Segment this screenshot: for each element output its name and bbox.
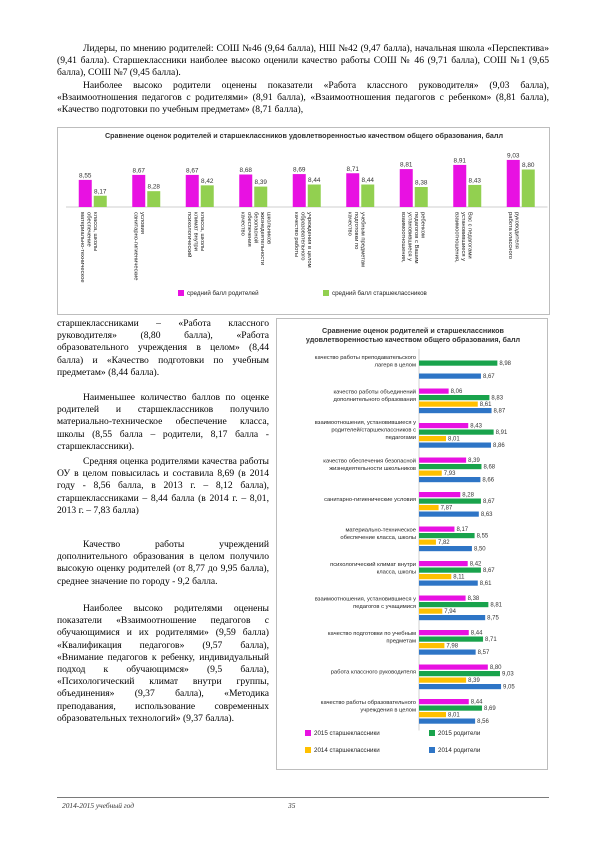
chart2-category-label: учреждения в целом xyxy=(360,707,416,714)
paragraph-lowest: Наименьшее количество баллов по оценке родителей и старшеклассников получило материально-техническое обеспечение класса, школы (8,55 балла – родители, 8,17 балла - старшеклассники). xyxy=(57,392,269,452)
chart1-bar xyxy=(522,170,535,208)
chart2-category-label: предметам xyxy=(386,638,416,645)
chart2-value-label: 8,39 xyxy=(468,458,480,465)
chart2-legend-label: 2015 родители xyxy=(438,730,481,737)
chart2-category-label: качество обеспечения безопасной xyxy=(323,458,416,465)
chart1-category-line: взаимоотношения, xyxy=(399,212,406,263)
chart1-value-label: 8,39 xyxy=(254,179,267,187)
chart2-value-label: 8,01 xyxy=(448,712,460,719)
chart-comparison-horizontal xyxy=(276,318,548,770)
footer-rule xyxy=(57,797,549,798)
chart2-bar xyxy=(419,477,480,482)
chart1-value-label: 8,17 xyxy=(94,188,107,196)
chart2-bar xyxy=(419,430,494,435)
chart2-legend-swatch xyxy=(429,730,435,736)
chart2-bar xyxy=(419,719,475,724)
chart2-value-label: 8,39 xyxy=(468,678,480,685)
paragraph-average: Средняя оценка родителями качества работы ОУ в целом повысилась и составила 8,69 (в 2014 году - 8,56 балла, в 2013 г. – 8,12 балла), старшеклассниками – 8,44 балла (в 2014 г. – 8,01, 2013 г. – 7,83 балла) xyxy=(57,456,269,516)
chart2-value-label: 8,06 xyxy=(450,389,463,396)
chart1-value-label: 8,28 xyxy=(147,183,160,191)
chart2-category-label: взаимоотношения, установившиеся у xyxy=(314,596,416,603)
chart2-category-label: педагогами xyxy=(385,435,416,442)
chart1-category-label xyxy=(507,212,520,259)
chart1-category-line: класса, школы xyxy=(198,212,205,252)
chart2-category-label: материально-техническое xyxy=(345,527,416,534)
chart1-value-label: 8,44 xyxy=(308,177,321,184)
chart2-category-label: обеспечение класса, школы xyxy=(340,535,416,542)
footer-year: 2014-2015 учебный год xyxy=(62,801,135,810)
chart2-value-label: 8,66 xyxy=(482,477,495,484)
chart2-value-label: 7,87 xyxy=(440,505,453,512)
chart1-category-label xyxy=(79,212,98,283)
chart2-bar xyxy=(419,615,485,620)
chart1-category-label xyxy=(239,212,271,265)
chart1-value-label: 8,81 xyxy=(400,161,413,169)
chart2-bar xyxy=(419,609,442,614)
chart1-bar xyxy=(468,185,481,207)
chart2-bar xyxy=(419,395,489,400)
chart2-value-label: 7,82 xyxy=(437,540,450,547)
chart1-bar xyxy=(94,196,107,207)
chart2-value-label: 8,42 xyxy=(469,561,482,568)
chart2-bar xyxy=(419,602,488,607)
chart2-bar xyxy=(419,699,469,704)
chart1-legend-swatch xyxy=(178,290,184,296)
chart1-category-label xyxy=(132,212,145,280)
chart1-bar xyxy=(507,160,520,207)
chart2-value-label: 8,43 xyxy=(470,423,482,430)
chart1-category-line: подготовки по xyxy=(352,212,359,250)
chart2-value-label: 8,63 xyxy=(480,512,493,519)
chart1-value-label: 8,67 xyxy=(186,167,199,175)
chart2-legend-label: 2014 родители xyxy=(438,747,481,754)
chart2-category-label: санитарно-гигиенические условия xyxy=(324,497,416,503)
chart2-value-label: 8,67 xyxy=(482,568,495,575)
chart2-bar xyxy=(419,568,481,573)
chart2-category-label: психологический климат внутри xyxy=(330,562,416,568)
chart2-bar xyxy=(419,574,451,579)
chart2-bar xyxy=(419,581,478,586)
chart2-legend-label: 2014 старшеклассники xyxy=(314,747,380,754)
chart2-bar xyxy=(419,706,482,711)
chart2-plot xyxy=(277,341,547,769)
chart2-title: Сравнение оценок родителей и старшеклассников удовлетворенностью качеством общего образования, балл xyxy=(305,326,521,344)
chart2-bar xyxy=(419,505,439,510)
chart1-category-line: психологический xyxy=(185,212,192,258)
chart2-legend-swatch xyxy=(429,747,435,753)
chart2-value-label: 8,67 xyxy=(482,374,495,381)
chart1-category-line: обеспечения xyxy=(245,212,252,247)
chart1-category-label xyxy=(186,212,205,257)
chart2-legend-label: 2015 старшеклассники xyxy=(314,730,380,737)
chart1-category-line: руководителя xyxy=(513,212,520,249)
chart2-bar xyxy=(419,630,469,635)
chart2-bar xyxy=(419,561,468,566)
chart2-bar xyxy=(419,527,454,532)
chart2-value-label: 7,94 xyxy=(444,609,456,616)
paragraph-parents-additional: Наиболее высоко родителями оценены показатели «Взаимоотношение педагогов с обучающимися и их родителями» (9,59 балла) «Квалификация педагогов» (9,57 балла), «Внимание педагогов к ребенку, индивидуальный подход к обучающимся» (9,5 балла), «Психологический климат внутри группы, объединения» (9,37 балла), «Методика преподавания, использование современных образовательных технологий» (9,37 балла). xyxy=(57,603,269,724)
chart1-category-line: качество xyxy=(239,212,246,236)
chart2-value-label: 8,55 xyxy=(476,533,489,540)
chart2-bar xyxy=(419,471,442,476)
chart2-bar xyxy=(419,436,446,441)
chart1-title: Сравнение оценок родителей и старшеклассников удовлетворенностью качеством общего образования, балл xyxy=(104,131,504,140)
chart2-legend-swatch xyxy=(305,747,311,753)
chart2-bar xyxy=(419,596,466,601)
chart2-value-label: 7,93 xyxy=(443,471,456,478)
chart1-category-line: ребенком xyxy=(419,212,426,238)
chart2-bar xyxy=(419,684,501,689)
chart1-category-line: установившиеся у xyxy=(459,212,466,262)
chart1-category-line: качество xyxy=(346,212,353,236)
chart1-legend-label: средний балл старшеклассников xyxy=(332,290,427,297)
chart1-legend-label: средний балл родителей xyxy=(187,290,259,297)
chart1-category-line: условия xyxy=(138,212,145,234)
chart2-value-label: 8,11 xyxy=(453,574,465,581)
chart2-value-label: 8,91 xyxy=(495,430,508,437)
chart1-value-label: 9,03 xyxy=(507,152,520,160)
chart2-value-label: 8,69 xyxy=(484,706,496,713)
chart1-value-label: 8,43 xyxy=(468,177,481,185)
chart1-bar xyxy=(400,169,413,207)
chart2-value-label: 8,71 xyxy=(485,637,497,644)
paragraph-leaders: Лидеры, по мнению родителей: СОШ №46 (9,64 балла), НШ №42 (9,47 балла), начальная школа «Перспектива» (9,41 балла). Старшеклассники наиболее высоко оценили качество работы СОШ № 46 (9,71 балла), СОШ №1 (9,65 балла), СОШ №7 (9,45 балла). xyxy=(57,43,549,79)
chart1-bar xyxy=(79,180,92,207)
chart1-bar xyxy=(132,175,145,207)
paragraph-parents-high: Наиболее высоко родители оценены показатели «Работа классного руководителя» (9,03 балла), «Взаимоотношения педагогов с родителями» (8,91 балла), «Взаимоотношения педагогов с ребенком» (8,81 балла), «Качество подготовки по учебным предметам» (8,71 балла), xyxy=(57,80,549,116)
chart1-value-label: 8,55 xyxy=(79,172,92,180)
chart1-bar xyxy=(415,187,428,207)
chart2-category-label: качество работы объединений xyxy=(333,389,416,396)
chart2-bar xyxy=(419,540,436,545)
chart2-bar xyxy=(419,423,468,428)
chart2-category-label: педагогов с учащимися xyxy=(353,604,416,611)
chart2-category-label: жизнедеятельности школьников xyxy=(329,466,416,473)
chart2-bar xyxy=(419,464,481,469)
chart1-category-line: качество работы xyxy=(292,212,299,258)
chart1-bar xyxy=(201,185,214,207)
chart2-value-label: 8,50 xyxy=(473,546,486,553)
chart-comparison-vertical xyxy=(57,127,550,315)
chart2-value-label: 8,44 xyxy=(470,699,483,706)
chart2-bar xyxy=(419,665,488,670)
chart1-category-line: санитарно-гигиенические xyxy=(132,212,139,281)
chart1-category-line: учреждения в целом xyxy=(305,212,312,268)
chart1-category-line: образовательного xyxy=(299,212,306,261)
chart2-bar xyxy=(419,533,475,538)
chart2-value-label: 9,03 xyxy=(502,671,514,678)
chart2-bar xyxy=(419,458,466,463)
chart2-value-label: 8,17 xyxy=(456,527,469,534)
chart2-value-label: 8,61 xyxy=(479,581,492,588)
chart1-bar xyxy=(308,185,321,208)
chart2-bar xyxy=(419,499,481,504)
chart2-category-label: качество работы образовательного xyxy=(320,700,416,706)
chart1-category-line: безопасной xyxy=(252,212,259,244)
chart1-category-line: обеспечение xyxy=(85,212,92,247)
chart1-category-line: материально-техническое xyxy=(78,212,85,283)
chart2-value-label: 8,87 xyxy=(493,408,506,415)
chart2-bar xyxy=(419,650,476,655)
chart2-category-label: качество работы преподавательского xyxy=(314,355,416,361)
chart2-bar xyxy=(419,643,444,648)
paragraph-students-high: старшеклассниками – «Работа классного руководителя» (8,80 балла), «Работа образовательного учреждения в целом» (8,44 балла) и «Качество подготовки по учебным предметам» (8,44 балла). xyxy=(57,318,269,378)
page-number: 35 xyxy=(288,801,296,810)
chart1-bar xyxy=(293,174,306,207)
chart1-value-label: 8,71 xyxy=(346,165,359,173)
chart1-category-label xyxy=(453,212,472,263)
chart2-value-label: 8,38 xyxy=(467,596,480,603)
chart2-value-label: 8,61 xyxy=(479,402,492,409)
chart2-value-label: 8,01 xyxy=(448,436,460,443)
chart2-bar xyxy=(419,408,492,413)
chart2-bar xyxy=(419,546,472,551)
chart1-category-label xyxy=(293,212,312,268)
chart2-legend-swatch xyxy=(305,730,311,736)
chart1-category-line: взаимоотношения, xyxy=(453,212,460,263)
chart1-category-line: жизнедеятельности xyxy=(259,212,266,266)
chart2-value-label: 8,67 xyxy=(482,499,495,506)
chart1-bar xyxy=(361,185,374,208)
chart2-value-label: 8,68 xyxy=(483,464,496,471)
chart2-bar xyxy=(419,374,481,379)
chart2-bar xyxy=(419,402,478,407)
chart2-bar xyxy=(419,678,466,683)
chart2-bar xyxy=(419,671,500,676)
chart1-category-label xyxy=(346,212,365,267)
chart2-category-label: качество подготовки по учебным xyxy=(327,631,416,637)
chart2-value-label: 7,98 xyxy=(446,643,459,650)
chart2-category-label: взаимоотношения, установившиеся у xyxy=(314,420,416,426)
chart1-value-label: 8,80 xyxy=(522,162,535,169)
chart1-category-line: школьников xyxy=(265,212,272,245)
chart2-bar xyxy=(419,361,497,366)
chart1-category-line: Вас с педагогами xyxy=(466,212,473,259)
chart2-value-label: 8,75 xyxy=(487,615,499,622)
chart1-value-label: 8,42 xyxy=(201,177,214,185)
chart2-bar xyxy=(419,637,483,642)
chart2-bar xyxy=(419,712,446,717)
chart2-value-label: 8,80 xyxy=(489,665,502,672)
chart1-category-line: педагогов с Вашим xyxy=(412,212,419,264)
chart2-value-label: 8,83 xyxy=(491,395,504,402)
chart2-category-label: дополнительного образования xyxy=(333,397,416,404)
chart2-value-label: 9,05 xyxy=(503,684,515,691)
chart1-bar xyxy=(186,175,199,207)
chart1-bar xyxy=(239,175,252,208)
chart1-category-line: климат внутри xyxy=(192,212,199,251)
chart2-category-label: работа классного руководителя xyxy=(330,669,416,676)
chart1-value-label: 8,69 xyxy=(293,166,306,174)
chart1-bar xyxy=(147,191,160,207)
chart2-value-label: 8,44 xyxy=(470,630,483,637)
chart1-value-label: 8,44 xyxy=(361,177,374,184)
chart2-value-label: 8,57 xyxy=(477,650,490,657)
chart2-bar xyxy=(419,389,449,394)
chart1-plot xyxy=(58,143,549,313)
chart1-value-label: 8,68 xyxy=(239,167,252,174)
chart1-category-line: учебным предметам xyxy=(359,212,366,268)
chart1-legend-swatch xyxy=(323,290,329,296)
chart1-category-line: работа классного xyxy=(506,212,513,259)
paragraph-additional-education: Качество работы учреждений дополнительного образования в целом получило высокую оценку родителей (от 8,77 до 9,95 балла), среднее значение по городу - 9,2 балла. xyxy=(57,539,269,587)
chart2-category-label: лагеря в целом xyxy=(374,362,416,369)
chart2-category-label: класса, школы xyxy=(376,569,416,576)
chart1-value-label: 8,38 xyxy=(415,179,428,187)
chart2-bar xyxy=(419,443,491,448)
chart2-category-label: родителей/старшеклассников с xyxy=(331,427,416,434)
chart2-bar xyxy=(419,492,460,497)
chart1-bar xyxy=(346,173,359,207)
chart1-bar xyxy=(254,187,267,207)
chart1-bar xyxy=(453,165,466,207)
chart2-bar xyxy=(419,512,479,517)
chart1-category-line: установившиеся у xyxy=(406,212,413,262)
chart2-value-label: 8,81 xyxy=(490,602,503,609)
chart2-value-label: 8,28 xyxy=(462,492,474,499)
chart1-category-label xyxy=(400,212,426,263)
chart2-value-label: 8,86 xyxy=(493,443,505,450)
chart1-value-label: 8,91 xyxy=(453,157,466,165)
chart2-value-label: 8,56 xyxy=(477,719,489,726)
chart2-value-label: 8,98 xyxy=(499,361,512,368)
chart1-category-line: класса, школы xyxy=(91,212,98,252)
chart1-value-label: 8,67 xyxy=(132,167,145,175)
